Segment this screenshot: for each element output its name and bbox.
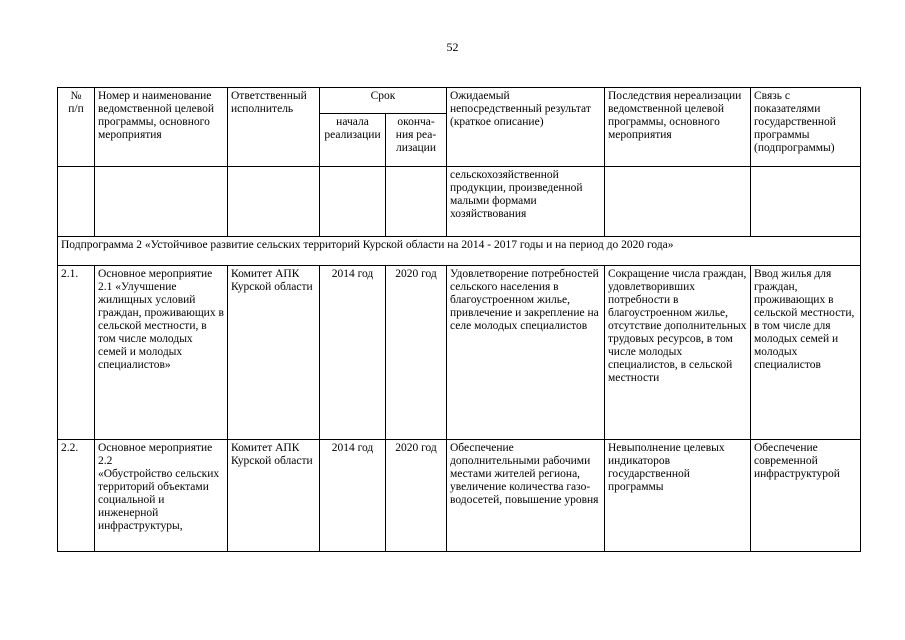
subprogram-title: Подпрограмма 2 «Устойчивое развитие сельских территорий Курской области на 2014 - 2017 годы и на период до 2020 года»: [58, 237, 861, 266]
row-start: 2014 год: [320, 440, 386, 552]
row-expected: Удовлетворение потребностей сельского населения в благоустроенном жилье, привлечение и закрепление на селе молодых специалистов: [447, 266, 605, 440]
program-table: [57, 87, 861, 552]
row-responsible: Комитет АПК Курской области: [228, 440, 320, 552]
cont-consequences: [605, 167, 751, 237]
continuation-row: [58, 167, 861, 237]
row-name: Основное мероприятие 2.2 «Обустройство сельских территорий объектами социальной и инженерной инфраструктуры,: [95, 440, 228, 552]
table-row: [58, 440, 861, 552]
row-start: 2014 год: [320, 266, 386, 440]
header-term-start: начала реализации: [320, 114, 386, 167]
subprogram-row: [58, 237, 861, 266]
header-num: № п/п: [58, 88, 95, 167]
row-link: Обеспечение современной инфраструктурой: [751, 440, 861, 552]
header-row-1: [58, 88, 861, 114]
cont-start: [320, 167, 386, 237]
page-number: 52: [446, 40, 459, 54]
row-end: 2020 год: [386, 440, 447, 552]
row-expected: Обеспечение дополнительными рабочими местами жителей региона, увеличение количества газо-водосетей, повышение уровня: [447, 440, 605, 552]
cont-link: [751, 167, 861, 237]
cont-responsible: [228, 167, 320, 237]
row-link: Ввод жилья для граждан, проживающих в сельской местности, в том числе для молодых семей и молодых специалистов: [751, 266, 861, 440]
row-consequences: Сокращение числа граждан, удовлетворивших потребности в благоустроенном жилье, отсутствие дополнительных трудовых ресурсов, в том числе молодых специалистов, в сельской местности: [605, 266, 751, 440]
cont-name: [95, 167, 228, 237]
row-num: 2.1.: [58, 266, 95, 440]
header-term-end: оконча- ния реа- лизации: [386, 114, 447, 167]
header-responsible: Ответственный исполнитель: [228, 88, 320, 167]
cont-expected: сельскохозяйственной продукции, произведенной малыми формами хозяйствования: [447, 167, 605, 237]
row-end: 2020 год: [386, 266, 447, 440]
row-num: 2.2.: [58, 440, 95, 552]
table-row: [58, 266, 861, 440]
header-term: Срок: [320, 88, 447, 114]
row-consequences: Невыполнение целевых индикаторов государственной программы: [605, 440, 751, 552]
row-name: Основное мероприятие 2.1 «Улучшение жилищных условий граждан, проживающих в сельской местности, в том числе молодых семей и молодых специалистов»: [95, 266, 228, 440]
header-consequences: Последствия нереализации ведомственной целевой программы, основного мероприятия: [605, 88, 751, 167]
header-name: Номер и наименование ведомственной целевой программы, основного мероприятия: [95, 88, 228, 167]
header-expected: Ожидаемый непосредственный результат (краткое описание): [447, 88, 605, 167]
cont-end: [386, 167, 447, 237]
header-link: Связь с показателями государственной программы (подпрограммы): [751, 88, 861, 167]
cont-num: [58, 167, 95, 237]
row-responsible: Комитет АПК Курской области: [228, 266, 320, 440]
